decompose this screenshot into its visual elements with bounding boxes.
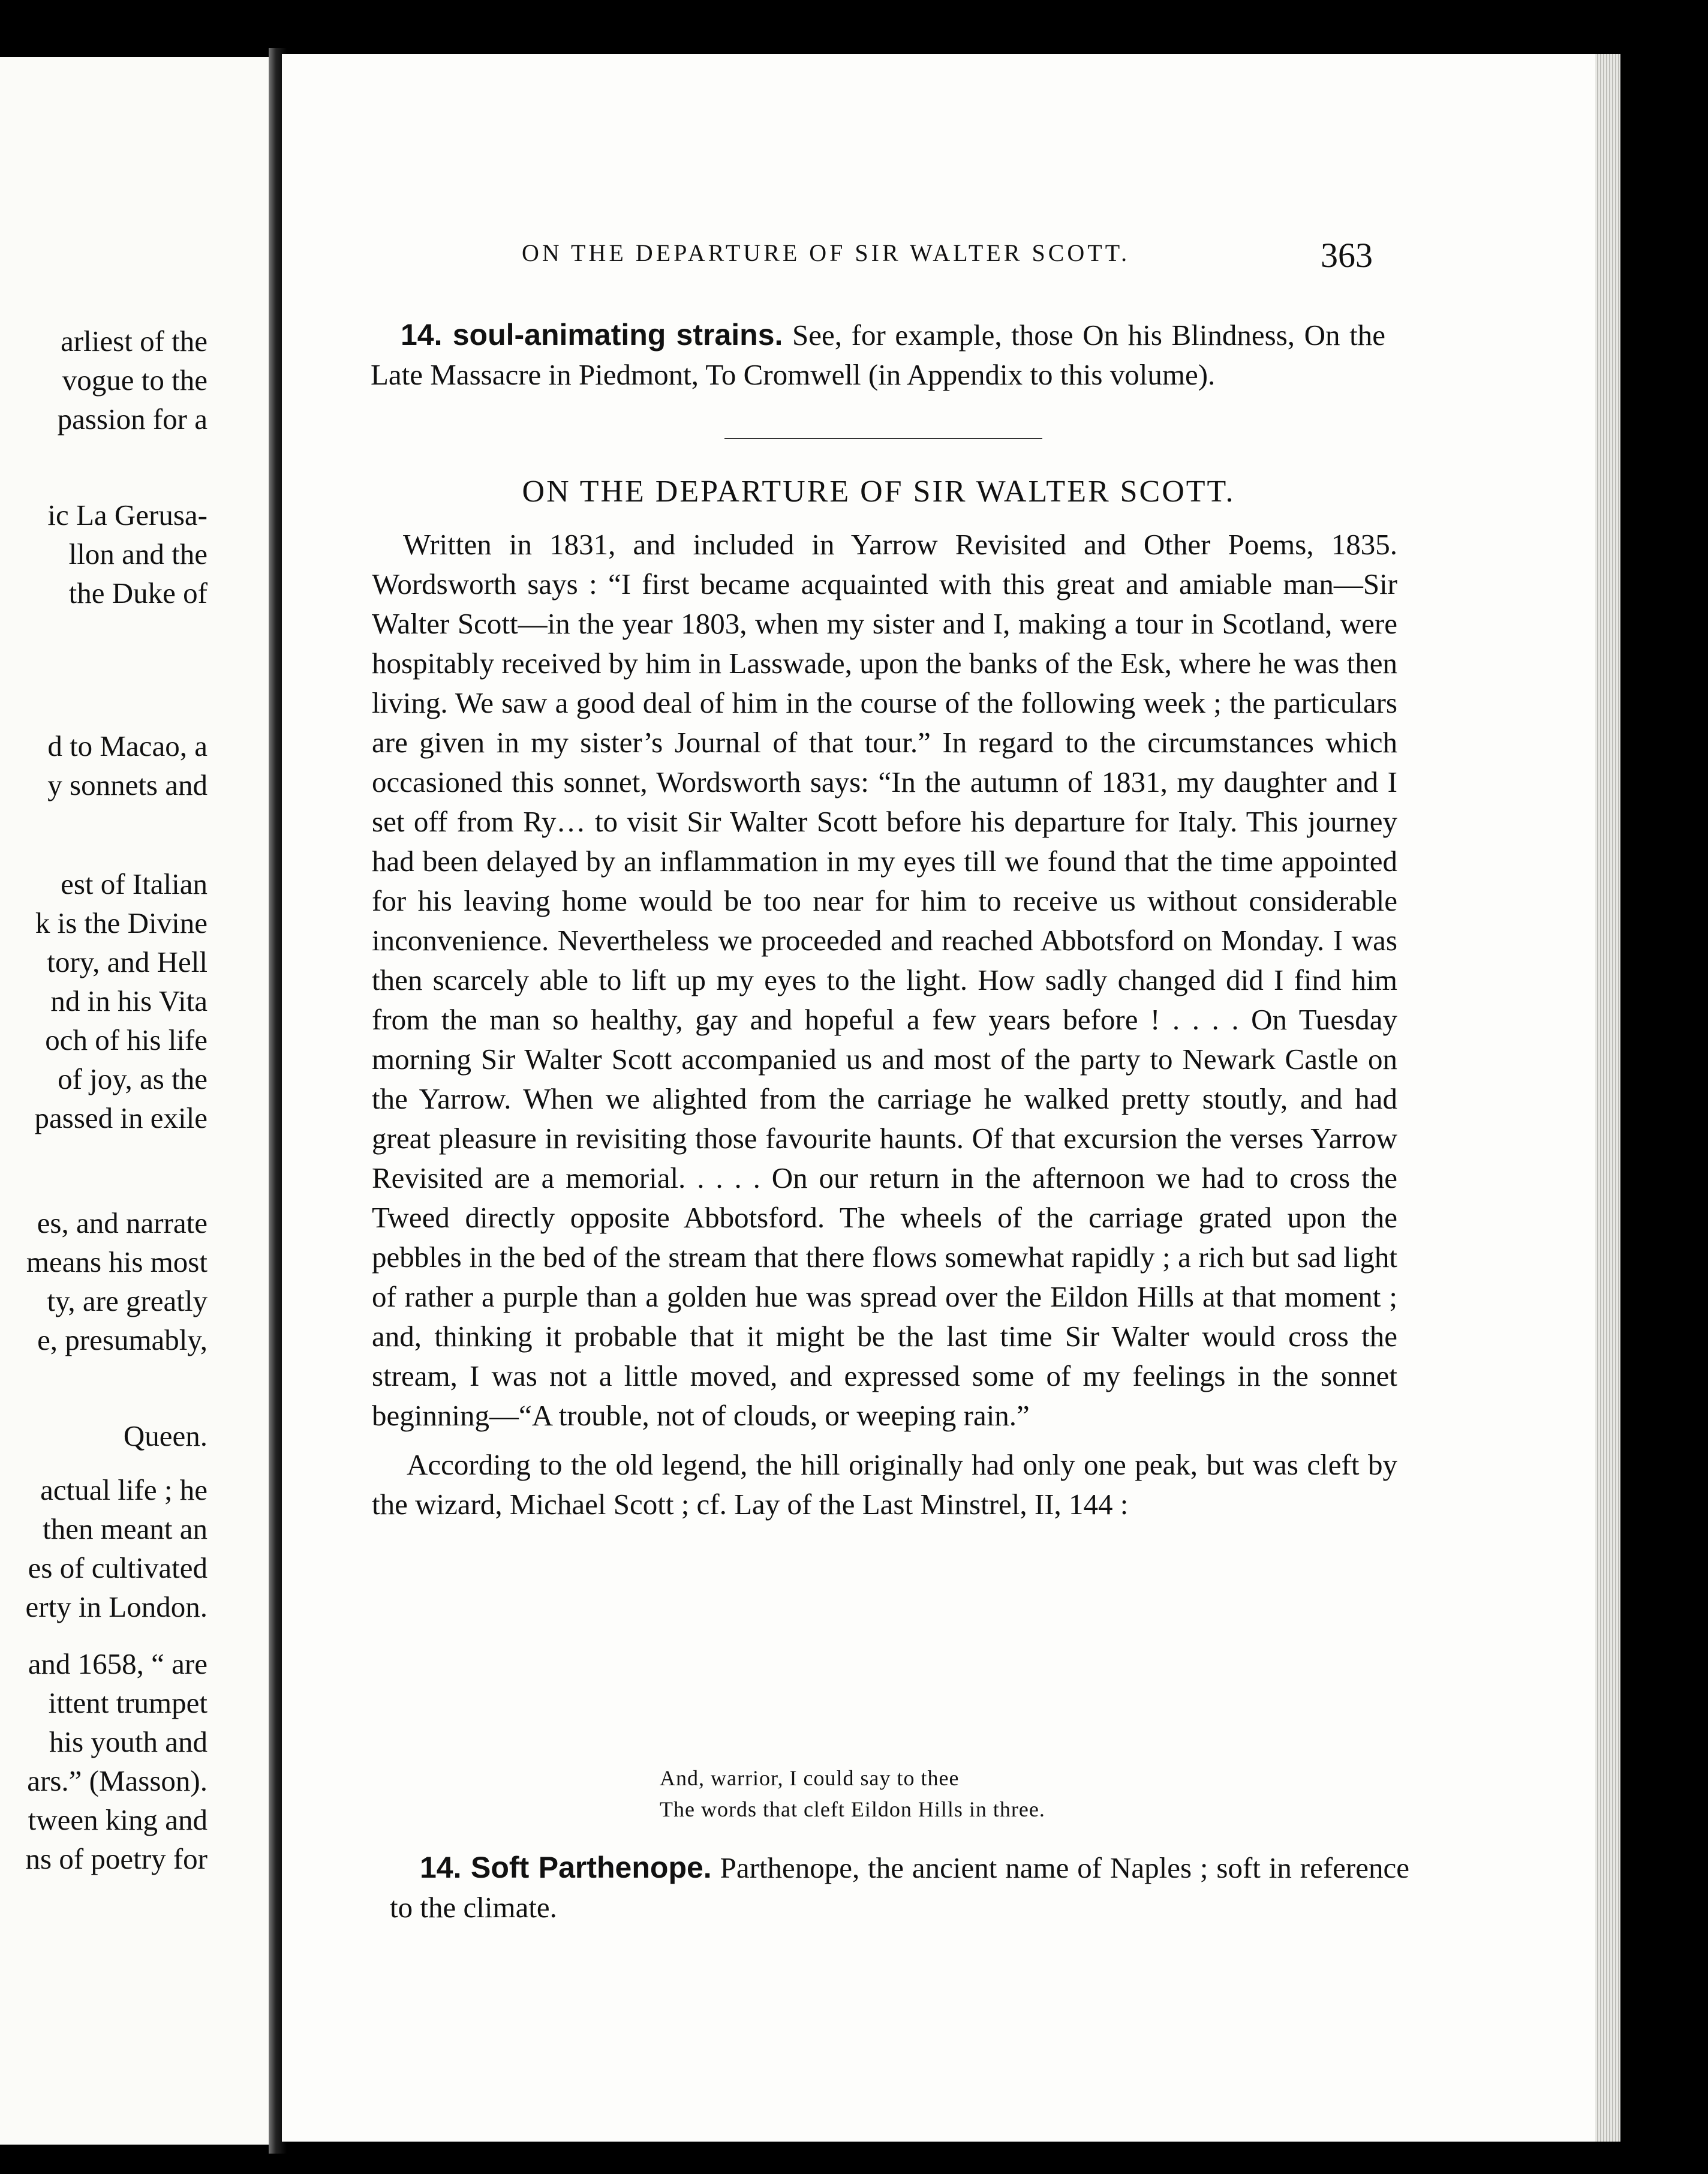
note-parthenope: [390, 1848, 1409, 1927]
left-page-line: his youth and: [49, 1725, 208, 1758]
left-page-line: arliest of the: [61, 325, 208, 358]
left-page-line: es of cultivated: [28, 1551, 208, 1584]
quote-line: The words that cleft Eildon Hills in three.: [660, 1797, 1045, 1821]
section-title: ON THE DEPARTURE OF SIR WALTER SCOTT.: [522, 475, 1235, 509]
left-page-line: tween king and: [28, 1803, 208, 1836]
left-page-line: actual life ; he: [40, 1473, 208, 1506]
introduction-text: [372, 525, 1397, 1524]
left-page-line: e, presumably,: [37, 1323, 208, 1356]
left-page-line: k is the Divine: [35, 906, 208, 939]
quote-line: And, warrior, I could say to thee: [660, 1766, 960, 1790]
left-page-fragment: [0, 57, 270, 2145]
left-page-line: means his most: [26, 1245, 208, 1278]
intro-paragraph: Written in 1831, and included in Yarrow Revisited and Other Poems, 1835. Wordsworth says : “I first became acquainted with this great and amiable man—Sir Walter Scott—in the year 1803, when my sister and I, making a tour in Scotland, were hospitably received by him in Lasswade, upon the banks of the Esk, where he was then living. We saw a good deal of him in the course of the following week ; the particulars are given in my sister’s Journal of that tour.” In regard to the circumstances which occasioned this sonnet, Wordsworth says: “In the autumn of 1831, my daughter and I set off from Ry… to visit Sir Walter Scott before his departure for Italy. This journey had been delayed by an inflammation in my eyes till we found that the time appointed for his leaving home would be too near for him to receive us without considerable inconvenience. Nevertheless we proceeded and reached Abbotsford on Monday. I was then scarcely able to lift up my eyes to the light. How sadly changed did I find him from the man so healthy, gay and hopeful a few years before ! . . . . On Tuesday morning Sir Walter Scott accompanied us and most of the party to Newark Castle on the Yarrow. When we alighted from the carriage he walked pretty stoutly, and had great pleasure in revisiting those favourite haunts. Of that excursion the verses Yarrow Revisited are a memorial. . . . . On our return in the afternoon we had to cross the Tweed directly opposite Abbotsford. The wheels of the carriage grated upon the pebbles in the bed of the stream that there flows somewhat rapidly ; a rich but sad light of rather a purple than a golden hue was spread over the Eildon Hills at that moment ; and, thinking it probable that it might be the last time Sir Walter would cross the stream, I was not a little moved, and expressed some of my feelings in the sonnet beginning—“A trouble, not of clouds, or weeping rain.”: [372, 528, 1397, 1432]
note-text: See, for example, those On his Blindness, On the Late Massacre in Piedmont, To Cromwell (in Appendix to this volume).: [371, 319, 1385, 391]
note-headword: 14. soul-animating strains.: [401, 318, 783, 352]
running-head: ON THE DEPARTURE OF SIR WALTER SCOTT.: [522, 239, 1130, 266]
legend-paragraph: According to the old legend, the hill originally had only one peak, but was cleft by the wizard, Michael Scott ; cf. Lay of the Last Minstrel, II, 144 :: [372, 1448, 1397, 1521]
left-page-line: and 1658, “ are: [28, 1647, 208, 1680]
left-page-line: d to Macao, a: [47, 729, 208, 762]
left-page-line: erty in London.: [25, 1590, 208, 1623]
left-page-line: ns of poetry for: [25, 1842, 208, 1875]
page-edges: [1595, 54, 1620, 2142]
left-page-line: och of his life: [45, 1023, 208, 1056]
left-page-line: then meant an: [43, 1512, 208, 1545]
left-page-line: of joy, as the: [58, 1062, 208, 1095]
left-page-line: ty, are greatly: [47, 1284, 208, 1317]
note-soul-animating: [371, 315, 1385, 395]
left-page-line: y sonnets and: [47, 768, 208, 801]
note-headword: 14. Soft Parthenope.: [420, 1851, 712, 1884]
left-page-line: ars.” (Masson).: [27, 1764, 208, 1797]
left-page-line: es, and narrate: [37, 1206, 208, 1239]
left-page-line: nd in his Vita: [50, 984, 208, 1017]
left-page-line: passed in exile: [34, 1101, 208, 1134]
left-page-line: ittent trumpet: [48, 1686, 208, 1719]
left-page-line: est of Italian: [61, 867, 208, 900]
left-page-line: llon and the: [68, 538, 208, 570]
section-divider: [724, 438, 1042, 439]
left-page-line: passion for a: [57, 403, 208, 436]
left-page-line: ic La Gerusa-: [47, 499, 208, 532]
page-number: 363: [1321, 236, 1373, 275]
left-page-line: the Duke of: [68, 576, 208, 609]
note-text: Parthenope, the ancient name of Naples ; soft in reference to the climate.: [390, 1851, 1409, 1924]
left-page-line: Queen.: [123, 1419, 208, 1452]
left-page-line: tory, and Hell: [47, 945, 208, 978]
left-page-line: vogue to the: [62, 364, 208, 397]
